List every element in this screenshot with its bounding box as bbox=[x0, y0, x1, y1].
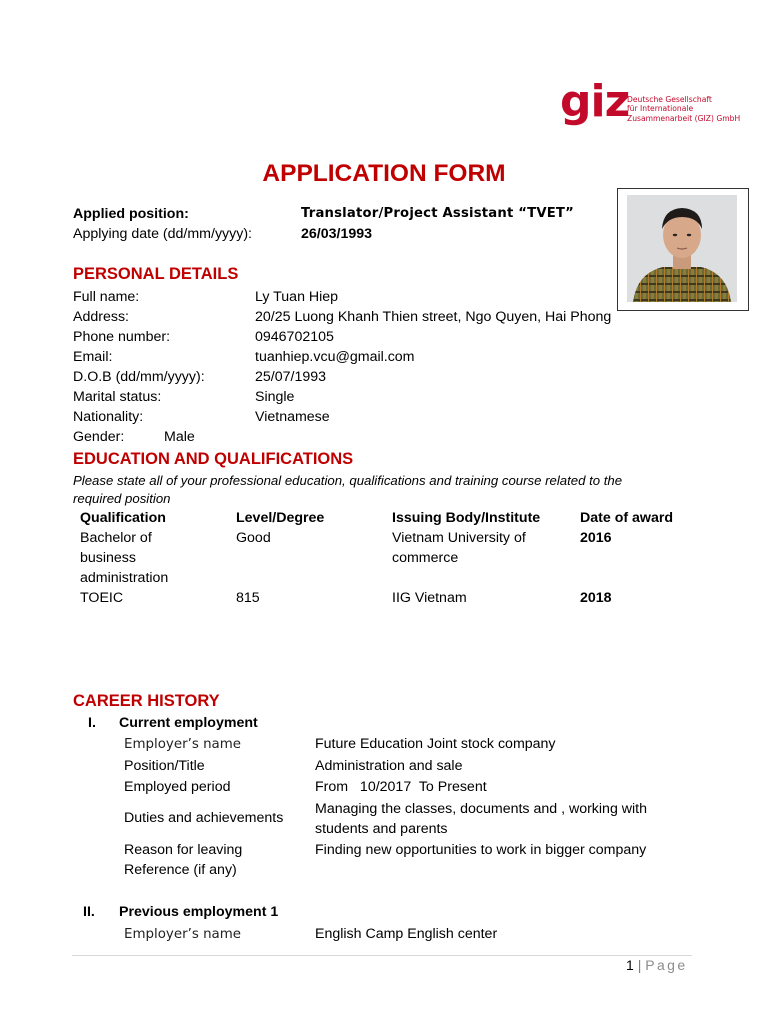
previous-employer-label: Employer’s name bbox=[124, 927, 242, 942]
edu-row2-qualification: TOEIC bbox=[80, 590, 124, 606]
previous-employer-value: English Camp English center bbox=[315, 926, 498, 942]
page-word: Page bbox=[645, 957, 688, 973]
education-heading: EDUCATION AND QUALIFICATIONS bbox=[73, 450, 354, 468]
address-value: 20/25 Luong Khanh Thien street, Ngo Quyen, Hai Phong bbox=[255, 309, 612, 325]
current-period-value: From 10/2017 To Present bbox=[315, 779, 487, 795]
page-separator: | bbox=[637, 957, 642, 973]
previous-employment-title: Previous employment 1 bbox=[119, 904, 279, 920]
col-qualification: Qualification bbox=[80, 510, 166, 526]
nationality-value: Vietnamese bbox=[255, 409, 330, 425]
photo-image bbox=[627, 195, 737, 302]
current-position-label: Position/Title bbox=[124, 758, 205, 774]
edu-row1-qualification: business bbox=[80, 550, 136, 566]
current-employer-value: Future Education Joint stock company bbox=[315, 736, 556, 752]
applying-date-label: Applying date (dd/mm/yyyy): bbox=[73, 226, 252, 242]
current-duties-label: Duties and achievements bbox=[124, 810, 284, 826]
logo-line: für Internationale bbox=[627, 104, 694, 114]
current-employer-label: Employer’s name bbox=[124, 737, 242, 752]
email-label: Email: bbox=[73, 349, 113, 365]
edu-row1-qualification: Bachelor of bbox=[80, 530, 152, 546]
col-institute: Issuing Body/Institute bbox=[392, 510, 541, 526]
edu-row2-institute: IIG Vietnam bbox=[392, 590, 467, 606]
giz-logo-text bbox=[627, 95, 740, 123]
page-title-text: APPLICATION FORM bbox=[262, 160, 506, 187]
full-name-label: Full name: bbox=[73, 289, 140, 305]
edu-row1-institute: commerce bbox=[392, 550, 459, 566]
applying-date-value: 26/03/1993 bbox=[301, 226, 373, 242]
current-reference-label: Reference (if any) bbox=[124, 862, 237, 878]
page-title bbox=[0, 160, 768, 188]
edu-row1-date: 2016 bbox=[580, 530, 612, 546]
col-date: Date of award bbox=[580, 510, 674, 526]
edu-row1-institute: Vietnam University of bbox=[392, 530, 526, 546]
edu-row1-level: Good bbox=[236, 530, 271, 546]
footer-divider bbox=[72, 955, 692, 956]
current-duties-line1: Managing the classes, documents and , working with bbox=[315, 801, 648, 817]
email-value: tuanhiep.vcu@gmail.com bbox=[255, 349, 415, 365]
col-level: Level/Degree bbox=[236, 510, 325, 526]
page-number: 1 bbox=[626, 957, 634, 973]
current-position-value: Administration and sale bbox=[315, 758, 463, 774]
phone-value: 0946702105 bbox=[255, 329, 334, 345]
gender-value: Male bbox=[164, 429, 195, 445]
dob-value: 25/07/1993 bbox=[255, 369, 327, 385]
personal-details-heading: PERSONAL DETAILS bbox=[73, 265, 239, 283]
phone-label: Phone number: bbox=[73, 329, 171, 345]
edu-row2-date: 2018 bbox=[580, 590, 612, 606]
applied-position-label: Applied position: bbox=[73, 206, 189, 222]
edu-row2-level: 815 bbox=[236, 590, 260, 606]
current-duties-line2: students and parents bbox=[315, 821, 448, 837]
education-note-line2: required position bbox=[73, 491, 171, 506]
gender-label: Gender: bbox=[73, 429, 125, 445]
current-period-label: Employed period bbox=[124, 779, 231, 795]
applicant-photo bbox=[617, 188, 749, 311]
previous-employment-numeral: II. bbox=[83, 904, 95, 920]
giz-logo-mark: giz bbox=[560, 76, 630, 127]
marital-status-label: Marital status: bbox=[73, 389, 162, 405]
page-footer bbox=[626, 957, 688, 973]
logo-line: Zusammenarbeit (GIZ) GmbH bbox=[627, 113, 741, 123]
current-reason-label: Reason for leaving bbox=[124, 842, 243, 858]
logo-line: Deutsche Gesellschaft bbox=[627, 95, 712, 104]
nationality-label: Nationality: bbox=[73, 409, 144, 425]
edu-row1-qualification: administration bbox=[80, 570, 169, 586]
career-history-heading: CAREER HISTORY bbox=[73, 692, 220, 710]
current-employment-numeral: I. bbox=[88, 715, 96, 731]
portrait-illustration bbox=[627, 195, 737, 302]
full-name-value: Ly Tuan Hiep bbox=[255, 289, 339, 305]
current-reason-value: Finding new opportunities to work in bigger company bbox=[315, 842, 647, 858]
marital-status-value: Single bbox=[255, 389, 295, 405]
education-note-line1: Please state all of your professional education, qualifications and training course related to the bbox=[73, 473, 623, 488]
current-employment-title: Current employment bbox=[119, 715, 258, 731]
dob-label: D.O.B (dd/mm/yyyy): bbox=[73, 369, 205, 385]
address-label: Address: bbox=[73, 309, 129, 325]
applied-position-value: Translator/Project Assistant “TVET” bbox=[301, 206, 574, 221]
